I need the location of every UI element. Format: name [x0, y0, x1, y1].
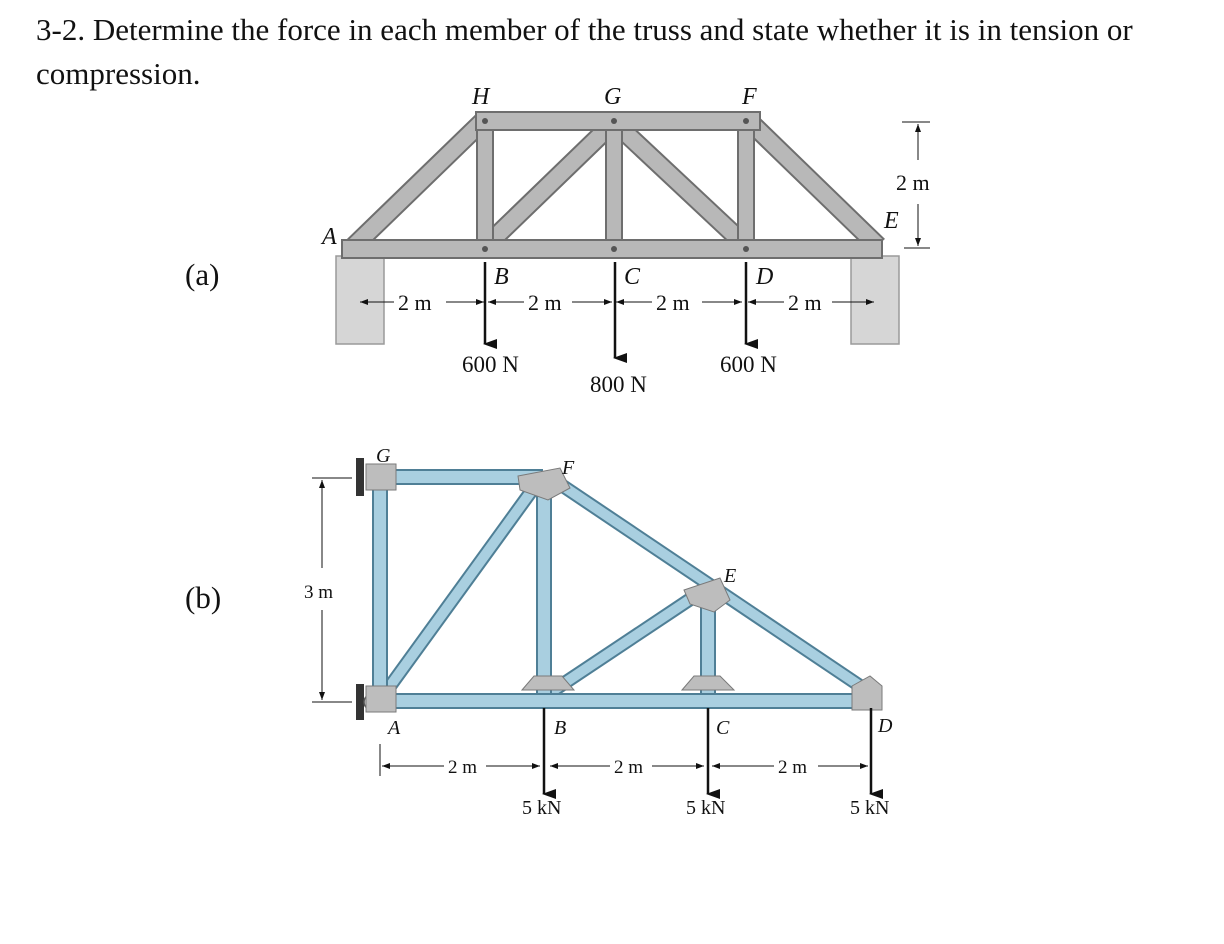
- member-GC: [606, 114, 622, 242]
- pin-C: [611, 246, 617, 252]
- figure-b-tag: (b): [185, 580, 222, 615]
- member-AH: [354, 120, 484, 246]
- figure-a-joint-A: A: [322, 224, 337, 250]
- figure-b-joint-G: G: [376, 445, 391, 467]
- figure-b-load-D: 5 kN: [850, 797, 890, 819]
- member-AD: [372, 694, 878, 708]
- figure-a-height: 2 m: [896, 170, 930, 195]
- member-BE: [548, 590, 704, 694]
- problem-number: 3-2.: [36, 12, 86, 47]
- problem-text: Determine the force in each member of the truss and state whether it is in tension or compression.: [36, 12, 1133, 91]
- figure-b-load-C: 5 kN: [686, 797, 726, 819]
- member-AF: [380, 482, 538, 700]
- pin-G: [611, 118, 617, 124]
- gusset-G: [366, 464, 396, 490]
- member-BG: [490, 124, 612, 242]
- support-left: [336, 256, 384, 344]
- figure-a-span-3: 2 m: [656, 290, 690, 315]
- figure-a-joint-G: G: [604, 84, 622, 110]
- figure-a-joint-C: C: [624, 264, 641, 290]
- figure-a-joint-B: B: [494, 264, 509, 290]
- support-right: [851, 256, 899, 344]
- figure-b-load-B: 5 kN: [522, 797, 562, 819]
- figure-b-joint-A: A: [388, 717, 401, 739]
- member-FB: [537, 480, 551, 702]
- figure-b-height: 3 m: [304, 582, 334, 603]
- top-chord-HF: [476, 112, 760, 130]
- pin-D: [743, 246, 749, 252]
- gusset-A: [366, 686, 396, 712]
- member-HB: [477, 114, 493, 242]
- member-GF: [372, 470, 542, 484]
- gusset-C: [682, 676, 734, 690]
- figure-a-span-1: 2 m: [398, 290, 432, 315]
- figure-b-joint-D: D: [878, 715, 893, 737]
- figure-a-load-B: 600 N: [462, 352, 519, 377]
- figure-b-truss: [356, 458, 882, 720]
- figure-b-span-1: 2 m: [448, 757, 478, 778]
- member-GA: [373, 472, 387, 704]
- figure-a-span-2: 2 m: [528, 290, 562, 315]
- pin-F: [743, 118, 749, 124]
- figure-a-load-C: 800 N: [590, 372, 647, 397]
- pin-H: [482, 118, 488, 124]
- member-FE: [748, 120, 878, 246]
- figure-a-joint-H: H: [472, 84, 490, 110]
- figure-b-joint-F: F: [562, 457, 575, 479]
- figure-b-joint-E: E: [724, 565, 737, 587]
- figure-b-span-3: 2 m: [778, 757, 808, 778]
- figure-a-tag: (a): [185, 257, 220, 292]
- figure-a-load-D: 600 N: [720, 352, 777, 377]
- wall-support-G: [356, 458, 364, 496]
- figure-a-joint-F: F: [742, 84, 757, 110]
- figure-a-joint-D: D: [756, 264, 774, 290]
- wall-support-A: [356, 684, 364, 720]
- figure-a-joint-E: E: [884, 208, 899, 234]
- figure-b-span-2: 2 m: [614, 757, 644, 778]
- pin-B: [482, 246, 488, 252]
- member-FD: [738, 114, 754, 242]
- figure-b-joint-B: B: [554, 717, 567, 739]
- figure-a-span-4: 2 m: [788, 290, 822, 315]
- figure-b-joint-C: C: [716, 717, 730, 739]
- member-GD: [616, 124, 742, 242]
